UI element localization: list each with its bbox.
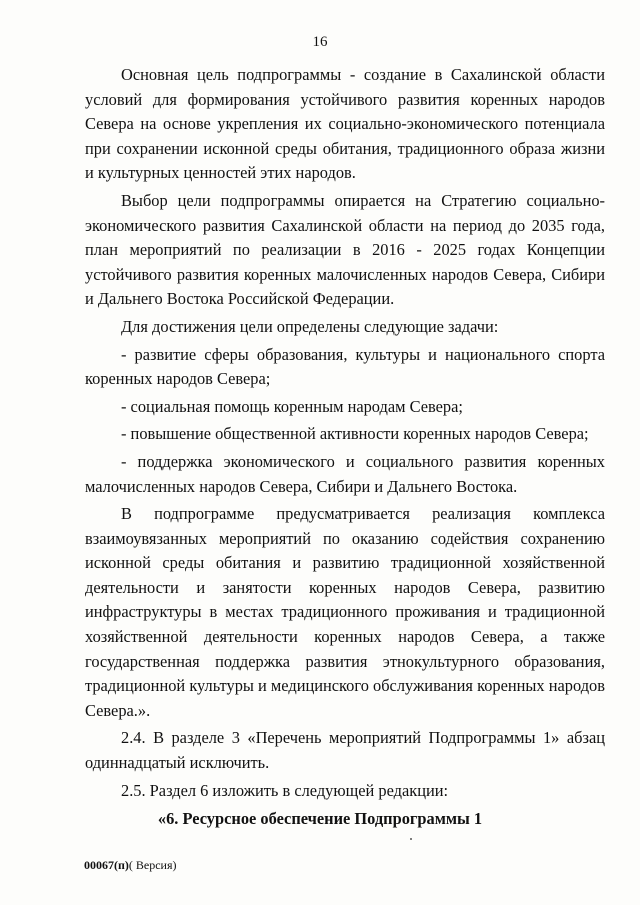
paragraph-tasks-intro: Для достижения цели определены следующие задачи: bbox=[121, 316, 499, 336]
scan-speck bbox=[410, 838, 412, 840]
list-item-task-4: - поддержка экономического и социального развития коренных малочисленных народов Севера, Сибири и Дальнего Востока. bbox=[85, 451, 605, 496]
paragraph-amendment-2-4: 2.4. В разделе 3 «Перечень мероприятий Подпрограммы 1» абзац одиннадцатый исключить. bbox=[85, 728, 605, 773]
document-code: 00067(п) bbox=[84, 858, 129, 872]
paragraph-goal: Основная цель подпрограммы - создание в Сахалинской области условий для формирования устойчивого развития коренных народов Севера на основе укрепления их социально-экономического потенциала при сохранении исконной среды обитания, традиционного образа жизни и культурных ценностей этих народов. bbox=[85, 65, 605, 183]
paragraph-amendment-2-5: 2.5. Раздел 6 изложить в следующей редакции: bbox=[121, 780, 449, 800]
paragraph-goal-choice: Выбор цели подпрограммы опирается на Стратегию социально-экономического развития Сахалинской области на период до 2035 года, план мероприятий по реализации в 2016 - 2025 годах Концепции устойчивого развития коренных малочисленных народов Севера, Сибири и Дальнего Востока Российской Федерации. bbox=[85, 190, 605, 309]
list-item-task-2: - социальная помощь коренным народам Севера; bbox=[121, 396, 463, 416]
list-item-task-3: - повышение общественной активности коренных народов Севера; bbox=[121, 424, 589, 444]
section-heading: «6. Ресурсное обеспечение Подпрограммы 1 bbox=[157, 809, 483, 828]
page-number: 16 bbox=[312, 34, 328, 50]
list-item-task-1: - развитие сферы образования, культуры и национального спорта коренных народов Севера; bbox=[85, 344, 605, 389]
document-footer bbox=[84, 858, 177, 873]
paragraph-measures: В подпрограмме предусматривается реализация комплекса взаимоувязанных мероприятий по оказанию содействия сохранению исконной среды обитания и развитию традиционной хозяйственной деятельности и занятости коренных народов Севера, развитию инфраструктуры в местах традиционного проживания и традиционной хозяйственной деятельности коренных народов Севера, а также государственная поддержка развития этнокультурного образования, традиционной культуры и медицинского обслуживания коренных народов Севера.». bbox=[85, 504, 605, 720]
document-body bbox=[85, 63, 605, 803]
document-version: ( Версия) bbox=[128, 858, 177, 872]
